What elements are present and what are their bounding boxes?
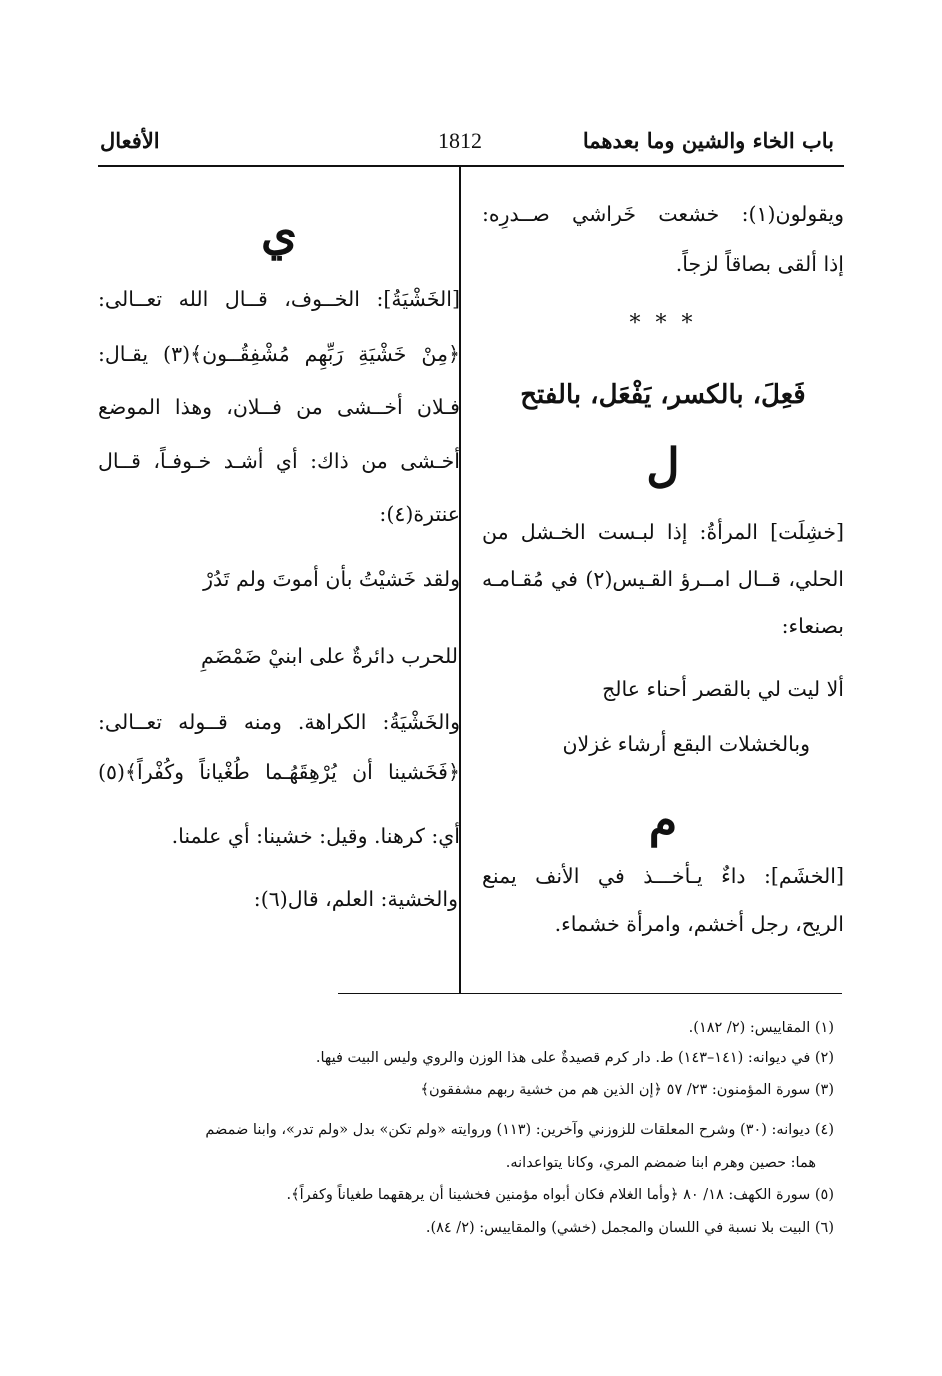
right-col-line-1: ويقولون(١): خشعت خَراشي صــدرِه: [482,202,844,226]
footnote-rule [338,993,842,994]
letter-heading-lam: ل [646,438,680,492]
ya-verse-1: ولقد خَشيْتُ بأن أموتَ ولم تَدُرْ [203,567,460,591]
footnote-4: (٤) ديوانه: (٣٠) وشرح المعلقات للزوزني وآخرين: (١١٣) وروايته «ولم تكن» بدل «ولم تدر»، وابنا ضمضم [205,1122,834,1138]
section-separator-stars: * * * [629,311,697,336]
lam-verse-1: ألا ليت لي بالقصر أحناء عالج [602,677,844,701]
ya-entry-line-1: [الخَشْيَةُ]: الخــوف، قــال الله تعــالى: [98,287,460,311]
header-rule [98,165,844,167]
right-col-line-2: إذا ألقى بصاقاً لزجاً. [675,252,844,276]
ya-entry-line-3: فـلان أخــشى من فــلان، وهذا الموضع [98,395,460,419]
footnote-5: (٥) سورة الكهف: ١٨/ ٨٠ ﴿وأما الغلام فكان أبواه مؤمنين فخشينا أن يرهقهما طغياناً وكفراً﴾. [286,1187,834,1203]
ya-entry-line-2: ﴿مِنْ خَشْيَةِ رَبِّهِم مُشْفِقُــون﴾(٣) يقـال: [98,342,460,366]
ya-entry-line-9: والخشية: العلم، قال(٦): [253,887,458,911]
running-title-right: باب الخاء والشين وما بعدهما [582,128,834,153]
footnote-4-continued: هما: حصين وهرم ابنا ضمضم المري، وكانا يتواعدانه. [505,1155,816,1171]
ya-entry-line-4: أخـشى من ذاك: أي أشـد خـوفـاً، قــال [98,449,460,473]
footnote-1: (١) المقاييس: (٢/ ١٨٢). [688,1020,834,1036]
section-heading: فَعِلَ، بالكسر، يَفْعَل، بالفتح [520,380,806,410]
lam-entry-line-2: الحلي، قــال امــرؤ القـيس(٢) في مُقـامـه [482,567,845,591]
running-title-left: الأفعال [100,128,160,153]
letter-heading-mim: م [648,793,678,847]
page-number: 1812 [438,128,482,153]
footnote-6: (٦) البيت بلا نسبة في اللسان والمجمل (خشي) والمقاييس: (٢/ ٨٤). [425,1220,834,1236]
footnote-3: (٣) سورة المؤمنون: ٢٣/ ٥٧ ﴿إن الذين هم من خشية ربهم مشفقون﴾ [420,1082,834,1098]
ya-entry-line-6: والخَشْيَةُ: الكراهة. ومنه قــوله تعــالى: [98,710,460,734]
ya-entry-line-5: عنترة(٤): [379,502,460,526]
letter-heading-ya: ي [260,206,297,260]
lam-entry-line-3: بصنعاء: [781,614,844,638]
lam-verse-2: وبالخشلات البقع أرشاء غزلان [562,732,810,756]
footnote-2: (٢) في ديوانه: (١٤١–١٤٣) ط. دار كرم قصيدةٌ على هذا الوزن والروي وليس البيت فيها. [315,1050,834,1066]
mim-entry-line-1: [الخشَم]: داءٌ يـأخـــذ في الأنف يمنع [482,864,844,888]
ya-entry-line-8: أي: كرهنا. وقيل: خشينا: أي علمنا. [171,824,460,848]
lam-entry-line-1: [خشِلَت] المرأةُ: إذا لبـست الخـشل من [482,520,844,544]
mim-entry-line-2: الريح، رجل أخشم، وامرأة خشماء. [554,912,844,936]
ya-entry-line-7: ﴿فَخَشينا أن يُرْهِقَهُـما طُغْياناً وكُفْراً﴾(٥) [98,760,460,784]
ya-verse-2: للحرب دائرةٌ على ابنيْ ضَمْضَمِ [201,644,458,668]
